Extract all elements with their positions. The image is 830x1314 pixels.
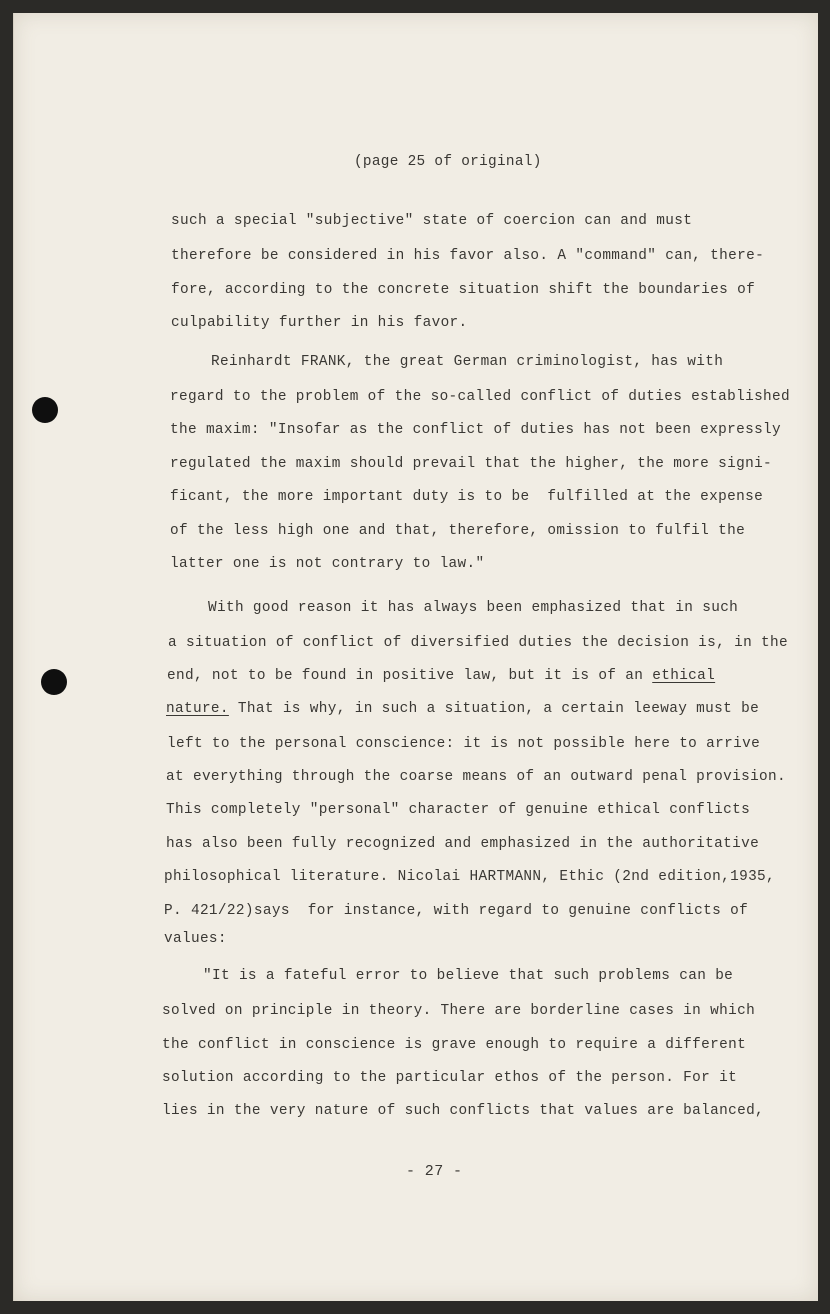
- text-line: therefore be considered in his favor also. A "command" can, there-: [171, 248, 765, 264]
- text-line: With good reason it has always been emphasized that in such: [208, 600, 739, 616]
- text-line: has also been fully recognized and emphasized in the authoritative: [166, 836, 760, 852]
- underlined-word: nature.: [166, 701, 229, 717]
- text-line: solution according to the particular ethos of the person. For it: [162, 1070, 738, 1086]
- text-line: such a special "subjective" state of coercion can and must: [171, 213, 693, 229]
- text-line: ficant, the more important duty is to be fulfilled at the expense: [170, 489, 764, 505]
- text-line: latter one is not contrary to law.": [170, 556, 485, 572]
- punch-hole-bottom: [41, 669, 67, 695]
- text-line: the conflict in conscience is grave enough to require a different: [162, 1037, 747, 1053]
- text-line: This completely "personal" character of genuine ethical conflicts: [166, 802, 751, 818]
- text-line-with-underline: [167, 667, 715, 685]
- text-line: solved on principle in theory. There are borderline cases in which: [162, 1003, 756, 1019]
- text-line: a situation of conflict of diversified duties the decision is, in the: [168, 635, 789, 651]
- underlined-word: ethical: [652, 668, 716, 684]
- text-line: regulated the maxim should prevail that the higher, the more signi-: [170, 456, 773, 472]
- text-line: fore, according to the concrete situation shift the boundaries of: [171, 282, 756, 298]
- text-line-with-underline: [166, 700, 759, 718]
- text-line: P. 421/22)says for instance, with regard to genuine conflicts of: [164, 903, 749, 919]
- text-segment: end, not to be found in positive law, but it is of an: [167, 668, 653, 684]
- text-line: Reinhardt FRANK, the great German criminologist, has with: [211, 354, 724, 370]
- text-line: culpability further in his favor.: [171, 315, 468, 331]
- text-line: "It is a fateful error to believe that such problems can be: [203, 968, 734, 984]
- text-line: philosophical literature. Nicolai HARTMANN, Ethic (2nd edition,1935,: [164, 869, 776, 885]
- text-line: left to the personal conscience: it is not possible here to arrive: [167, 736, 761, 752]
- page-header: (page 25 of original): [354, 154, 542, 170]
- punch-hole-top: [32, 397, 58, 423]
- page-number: - 27 -: [406, 1163, 463, 1180]
- text-segment: That is why, in such a situation, a certain leeway must be: [228, 701, 760, 717]
- text-line: regard to the problem of the so-called conflict of duties established: [170, 389, 791, 405]
- text-line: at everything through the coarse means of an outward penal provision.: [166, 769, 787, 785]
- text-line: values:: [164, 931, 227, 947]
- text-line: the maxim: "Insofar as the conflict of duties has not been expressly: [170, 422, 782, 438]
- text-line: lies in the very nature of such conflicts that values are balanced,: [162, 1103, 765, 1119]
- text-line: of the less high one and that, therefore, omission to fulfil the: [170, 523, 746, 539]
